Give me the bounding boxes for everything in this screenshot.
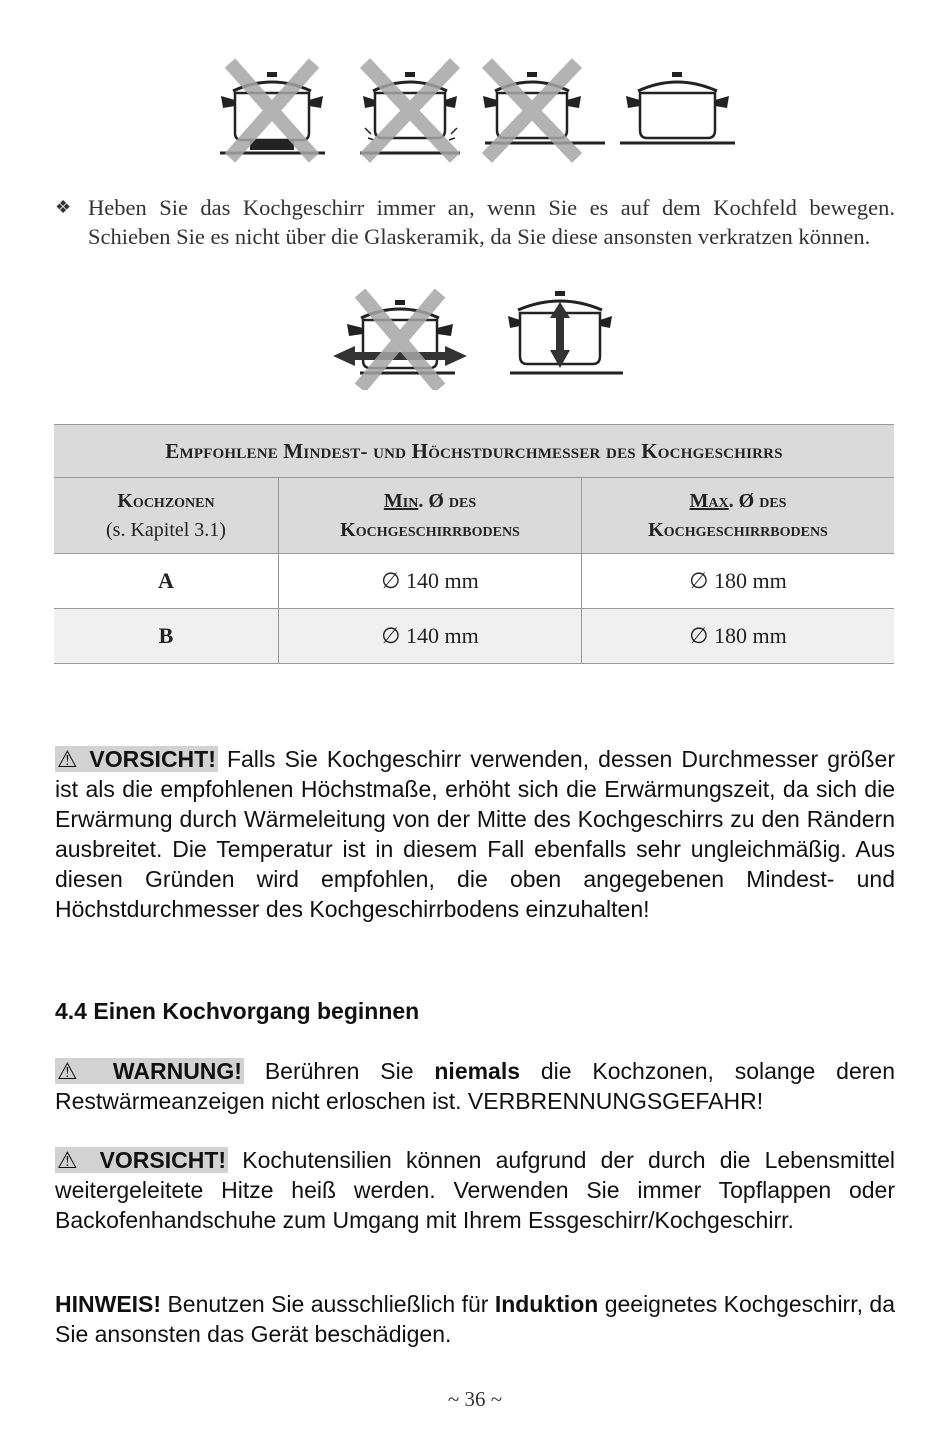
pot-unsuitable-curved-base <box>360 63 460 158</box>
caution-diameter-paragraph <box>55 744 895 924</box>
zone-cell: B <box>54 609 279 664</box>
note-paragraph: HINWEIS! Benutzen Sie ausschließlich für Induktion geeignetes Kochgeschirr, da Sie ansonsten das Gerät beschädigen. <box>55 1291 895 1347</box>
section-heading: 4.4 Einen Kochvorgang beginnen <box>55 998 420 1024</box>
caution-text: Kochutensilien können aufgrund der durch die Lebensmittel weitergeleitete Hitze heiß werden. Verwenden Sie immer Topflappen oder Backofenhandschuhe zum Umgang mit Ihrem Essgeschirr/Kochgeschirr. <box>55 1147 895 1233</box>
pot-unsuitable-small-base <box>220 63 325 158</box>
lift-not-slide-illustration <box>325 288 630 390</box>
min-diameter-cell: ∅ 140 mm <box>279 554 582 609</box>
column-header-max: Max. Ø des Kochgeschirrbodens <box>582 478 895 554</box>
diamond-bullet-icon: ❖ <box>55 197 72 217</box>
max-diameter-cell: ∅ 180 mm <box>582 554 895 609</box>
pot-lifting-correct <box>508 291 623 373</box>
table-title: Empfohlene Mindest- und Höchstdurchmesser des Kochgeschirrs <box>54 425 894 478</box>
pot-suitable <box>620 72 735 143</box>
pot-unsuitable-large-base <box>483 63 605 158</box>
warning-paragraph: ⚠ WARNUNG! Berühren Sie niemals die Kochzonen, solange deren Restwärmeanzeigen nicht erloschen ist. VERBRENNUNGSGEFAHR! <box>55 1058 895 1114</box>
column-header-min: Min. Ø des Kochgeschirrbodens <box>279 478 582 554</box>
cookware-placement-illustration <box>215 58 740 163</box>
page-number: ~ 36 ~ <box>447 1387 503 1411</box>
warning-tag: ⚠ WARNUNG! <box>57 1058 242 1084</box>
caution-text: Falls Sie Kochgeschirr verwenden, dessen Durchmesser größer ist als die empfohlenen Höchstmaße, erhöht sich die Erwärmungszeit, da sich die Erwärmung durch Wärmeleitung von der Mitte des Kochgeschirrs zu den Rändern ausbreitet. Die Temperatur ist in diesem Fall ebenfalls sehr ungleichmäßig. Aus diesen Gründen wird empfohlen, die oben angegebenen Mindest- und Höchstdurchmesser des Kochgeschirrbodens einzuhalten! <box>55 746 895 922</box>
bullet-item <box>55 193 895 251</box>
caution-tag: ⚠ VORSICHT! <box>57 746 216 772</box>
min-diameter-cell: ∅ 140 mm <box>279 609 582 664</box>
table-row <box>54 554 894 609</box>
caution-heat-paragraph <box>55 1145 895 1235</box>
note-emphasis: Induktion <box>494 1291 599 1317</box>
table-row <box>54 609 894 664</box>
column-header-zones: Kochzonen (s. Kapitel 3.1) <box>54 478 279 554</box>
note-tag: HINWEIS! <box>55 1291 162 1317</box>
caution-tag: ⚠ VORSICHT! <box>57 1147 227 1173</box>
zone-cell: A <box>54 554 279 609</box>
bullet-text: Heben Sie das Kochgeschirr immer an, wenn Sie es auf dem Kochfeld bewegen. Schieben Sie es nicht über die Glaskeramik, da Sie diese ansonsten verkratzen können. <box>88 195 895 249</box>
max-diameter-cell: ∅ 180 mm <box>582 609 895 664</box>
warning-emphasis: niemals <box>434 1058 521 1084</box>
pot-sliding-forbidden <box>333 293 467 388</box>
cookware-diameter-table <box>54 424 894 664</box>
